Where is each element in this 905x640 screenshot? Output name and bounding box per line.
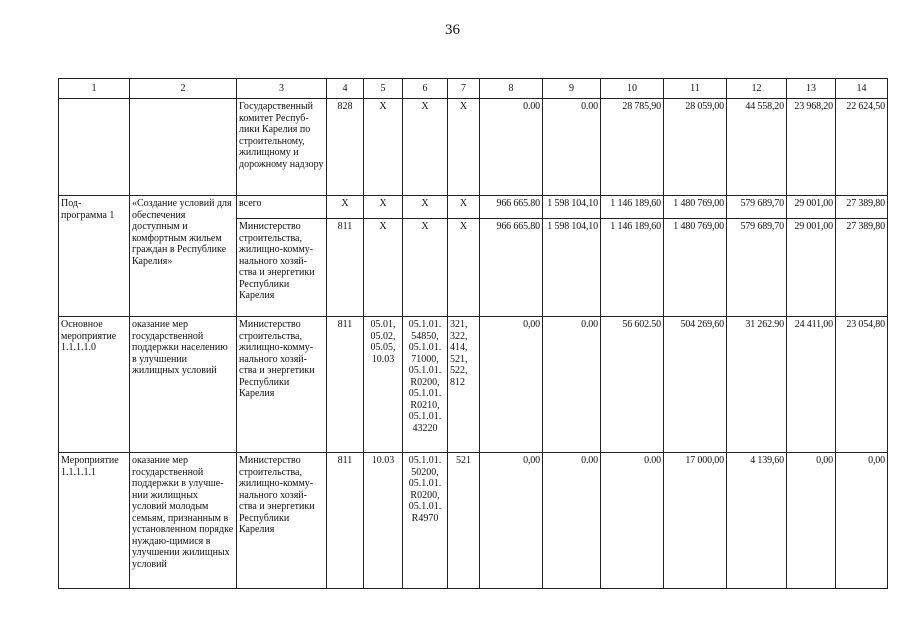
column-number: 3 xyxy=(237,79,327,99)
amount-cell: 0,00 xyxy=(836,453,888,589)
amount-cell: 28 059,00 xyxy=(664,99,727,196)
executor-cell: Государственный комитет Респуб-лики Карелия по строительному, жилищному и дорожному надзору xyxy=(237,99,327,196)
column-number: 8 xyxy=(480,79,543,99)
amount-cell: 0,00 xyxy=(787,453,836,589)
expense-type-cell: 521 xyxy=(448,453,480,589)
column-number-row xyxy=(59,79,888,99)
budget-table xyxy=(58,78,888,589)
program-name-cell: оказание мер государственной поддержки населению в улучшении жилищных условий xyxy=(130,317,237,453)
amount-cell: 23 968,20 xyxy=(787,99,836,196)
section-code-cell: X xyxy=(364,219,403,317)
section-code-cell: X xyxy=(364,99,403,196)
amount-cell: 0,00 xyxy=(480,453,543,589)
amount-cell: 1 598 104,10 xyxy=(543,196,601,219)
program-status-cell: Под-программа 1 xyxy=(59,196,130,317)
amount-cell: 1 146 189,60 xyxy=(601,196,664,219)
column-number: 11 xyxy=(664,79,727,99)
amount-cell: 0.00 xyxy=(543,317,601,453)
expense-type-cell: X xyxy=(448,99,480,196)
target-article-cell: 05.1.01. 54850, 05.1.01. 71000, 05.1.01. R0200, 05.1.01. R0210, 05.1.01. 43220 xyxy=(403,317,448,453)
amount-cell: 4 139,60 xyxy=(727,453,787,589)
executor-cell: всего xyxy=(237,196,327,219)
program-name-cell: «Создание условий для обеспечения доступным и комфортным жильем граждан в Республике Карелия» xyxy=(130,196,237,317)
target-article-cell: X xyxy=(403,219,448,317)
expense-type-cell: X xyxy=(448,196,480,219)
table-row xyxy=(59,453,888,589)
expense-type-cell: 321, 322, 414, 521, 522, 812 xyxy=(448,317,480,453)
expense-type-cell: X xyxy=(448,219,480,317)
amount-cell: 27 389,80 xyxy=(836,219,888,317)
amount-cell: 22 624,50 xyxy=(836,99,888,196)
program-status-cell: Основное мероприятие 1.1.1.1.0 xyxy=(59,317,130,453)
grbs-code-cell: 811 xyxy=(327,453,364,589)
column-number: 6 xyxy=(403,79,448,99)
amount-cell: 56 602.50 xyxy=(601,317,664,453)
amount-cell: 579 689,70 xyxy=(727,196,787,219)
table-row xyxy=(59,196,888,219)
section-code-cell: 10.03 xyxy=(364,453,403,589)
column-number: 14 xyxy=(836,79,888,99)
column-number: 12 xyxy=(727,79,787,99)
column-number: 7 xyxy=(448,79,480,99)
table-row xyxy=(59,317,888,453)
amount-cell: 17 000,00 xyxy=(664,453,727,589)
table-row xyxy=(59,99,888,196)
amount-cell: 0.00 xyxy=(543,453,601,589)
amount-cell: 1 480 769,00 xyxy=(664,196,727,219)
program-name-cell xyxy=(130,99,237,196)
program-status-cell xyxy=(59,99,130,196)
amount-cell: 1 598 104,10 xyxy=(543,219,601,317)
executor-cell: Министерство строительства, жилищно-комму-нального хозяй-ства и энергетики Республики Карелия xyxy=(237,219,327,317)
grbs-code-cell: X xyxy=(327,196,364,219)
amount-cell: 44 558,20 xyxy=(727,99,787,196)
amount-cell: 1 480 769,00 xyxy=(664,219,727,317)
amount-cell: 27 389,80 xyxy=(836,196,888,219)
target-article-cell: 05.1.01. 50200, 05.1.01. R0200, 05.1.01. R4970 xyxy=(403,453,448,589)
amount-cell: 0.00 xyxy=(601,453,664,589)
amount-cell: 966 665.80 xyxy=(480,196,543,219)
target-article-cell: X xyxy=(403,196,448,219)
column-number: 1 xyxy=(59,79,130,99)
amount-cell: 1 146 189,60 xyxy=(601,219,664,317)
column-number: 2 xyxy=(130,79,237,99)
grbs-code-cell: 828 xyxy=(327,99,364,196)
grbs-code-cell: 811 xyxy=(327,219,364,317)
column-number: 10 xyxy=(601,79,664,99)
amount-cell: 29 001,00 xyxy=(787,219,836,317)
column-number: 4 xyxy=(327,79,364,99)
amount-cell: 579 689,70 xyxy=(727,219,787,317)
section-code-cell: X xyxy=(364,196,403,219)
program-name-cell: оказание мер государственной поддержки в улучше-нии жилищных условий молодым семьям, признанным в установленном порядке нуждаю-щимися в улучшении жилищных условий xyxy=(130,453,237,589)
amount-cell: 24 411,00 xyxy=(787,317,836,453)
amount-cell: 29 001,00 xyxy=(787,196,836,219)
amount-cell: 23 054,80 xyxy=(836,317,888,453)
amount-cell: 0,00 xyxy=(480,317,543,453)
amount-cell: 0.00 xyxy=(543,99,601,196)
amount-cell: 504 269,60 xyxy=(664,317,727,453)
amount-cell: 28 785,90 xyxy=(601,99,664,196)
amount-cell: 31 262.90 xyxy=(727,317,787,453)
executor-cell: Министерство строительства, жилищно-комму-нального хозяй-ства и энергетики Республики Карелия xyxy=(237,453,327,589)
executor-cell: Министерство строительства, жилищно-комму-нального хозяй-ства и энергетики Республики Карелия xyxy=(237,317,327,453)
grbs-code-cell: 811 xyxy=(327,317,364,453)
amount-cell: 966 665.80 xyxy=(480,219,543,317)
page-number: 36 xyxy=(445,22,460,38)
target-article-cell: X xyxy=(403,99,448,196)
column-number: 5 xyxy=(364,79,403,99)
column-number: 13 xyxy=(787,79,836,99)
program-status-cell: Мероприятие 1.1.1.1.1 xyxy=(59,453,130,589)
column-number: 9 xyxy=(543,79,601,99)
section-code-cell: 05.01, 05.02, 05.05, 10.03 xyxy=(364,317,403,453)
amount-cell: 0.00 xyxy=(480,99,543,196)
